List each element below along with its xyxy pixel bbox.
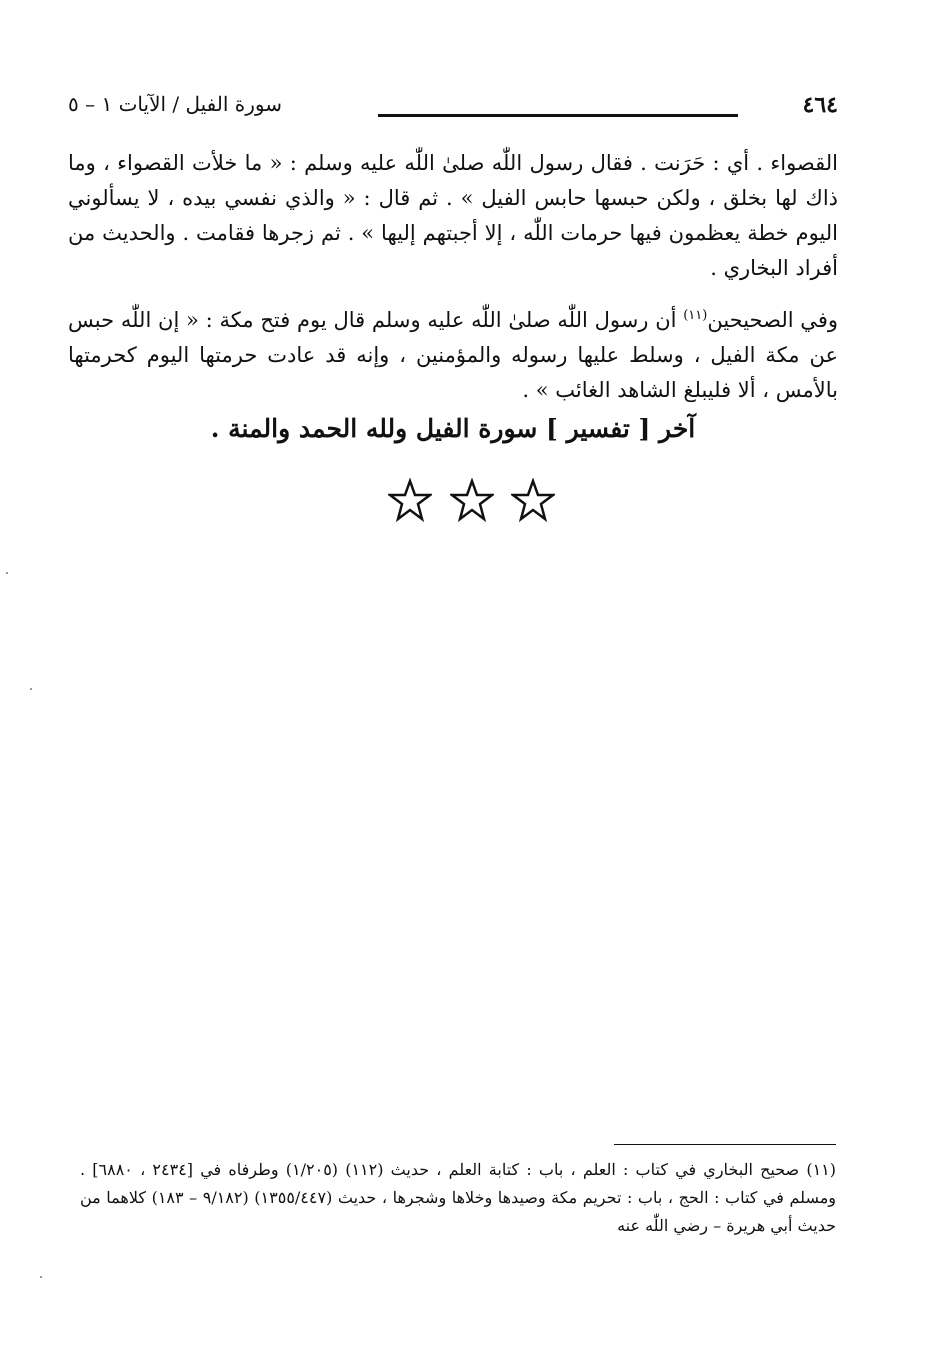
star-outline-icon	[450, 478, 494, 522]
paragraph-2-lead: وفي الصحيحين	[707, 308, 838, 332]
scan-speck	[30, 688, 32, 690]
scan-speck	[6, 572, 8, 574]
paragraph-2	[68, 298, 838, 408]
scan-speck	[40, 1276, 42, 1278]
page-header	[68, 92, 838, 128]
footnote-text: (١١) صحيح البخاري في كتاب : العلم ، باب : كتابة العلم ، حديث (١١٢) (١/٢٠٥) وطرفاه في [٢٤٣٤ ، ٦٨٨٠] . ومسلم في كتاب : الحج ، باب : تحريم مكة وصيدها وخلاها وشجرها ، حديث (١٣٥٥/٤٤٧) (٩/١٨٢ – ١٨٣) كلاهما من حديث أبي هريرة – رضي اللّٰه عنه	[80, 1160, 837, 1235]
footnote-reference[interactable]: (١١)	[683, 308, 708, 323]
running-title: سورة الفيل / الآيات ١ – ٥	[68, 92, 283, 116]
paragraph-2-rest: أن رسول اللّٰه صلىٰ اللّٰه عليه وسلم قال يوم فتح مكة : « إن اللّٰه حبس عن مكة الفيل ، وسلط عليها رسوله والمؤمنين ، وإنه قد عادت حرمتها اليوم كحرمتها بالأمس ، ألا فليبلغ الشاهد الغائب » .	[68, 308, 838, 402]
footnote-separator	[614, 1144, 836, 1145]
footnote-11	[80, 1156, 836, 1240]
star-ornament	[0, 478, 943, 526]
star-outline-icon	[511, 478, 555, 522]
paragraph-1-text: القصواء . أي : حَرَنت . فقال رسول اللّٰه صلىٰ اللّٰه عليه وسلم : « ما خلأت القصواء ، وما ذاك لها بخلق ، ولكن حبسها حابس الفيل » . ثم قال : « والذي نفسي بيده ، لا يسألوني اليوم خطة يعظمون فيها حرمات اللّٰه ، إلا أجبتهم إليها » . ثم زجرها فقامت . والحديث من أفراد البخاري .	[68, 151, 839, 280]
paragraph-2-text	[68, 298, 838, 408]
header-rule	[378, 114, 738, 117]
page-number: ٤٦٤	[802, 92, 838, 118]
paragraph-1	[68, 146, 838, 286]
star-outline-icon	[388, 478, 432, 522]
closing-line: آخر [ تفسير ] سورة الفيل ولله الحمد والمنة .	[210, 414, 696, 443]
